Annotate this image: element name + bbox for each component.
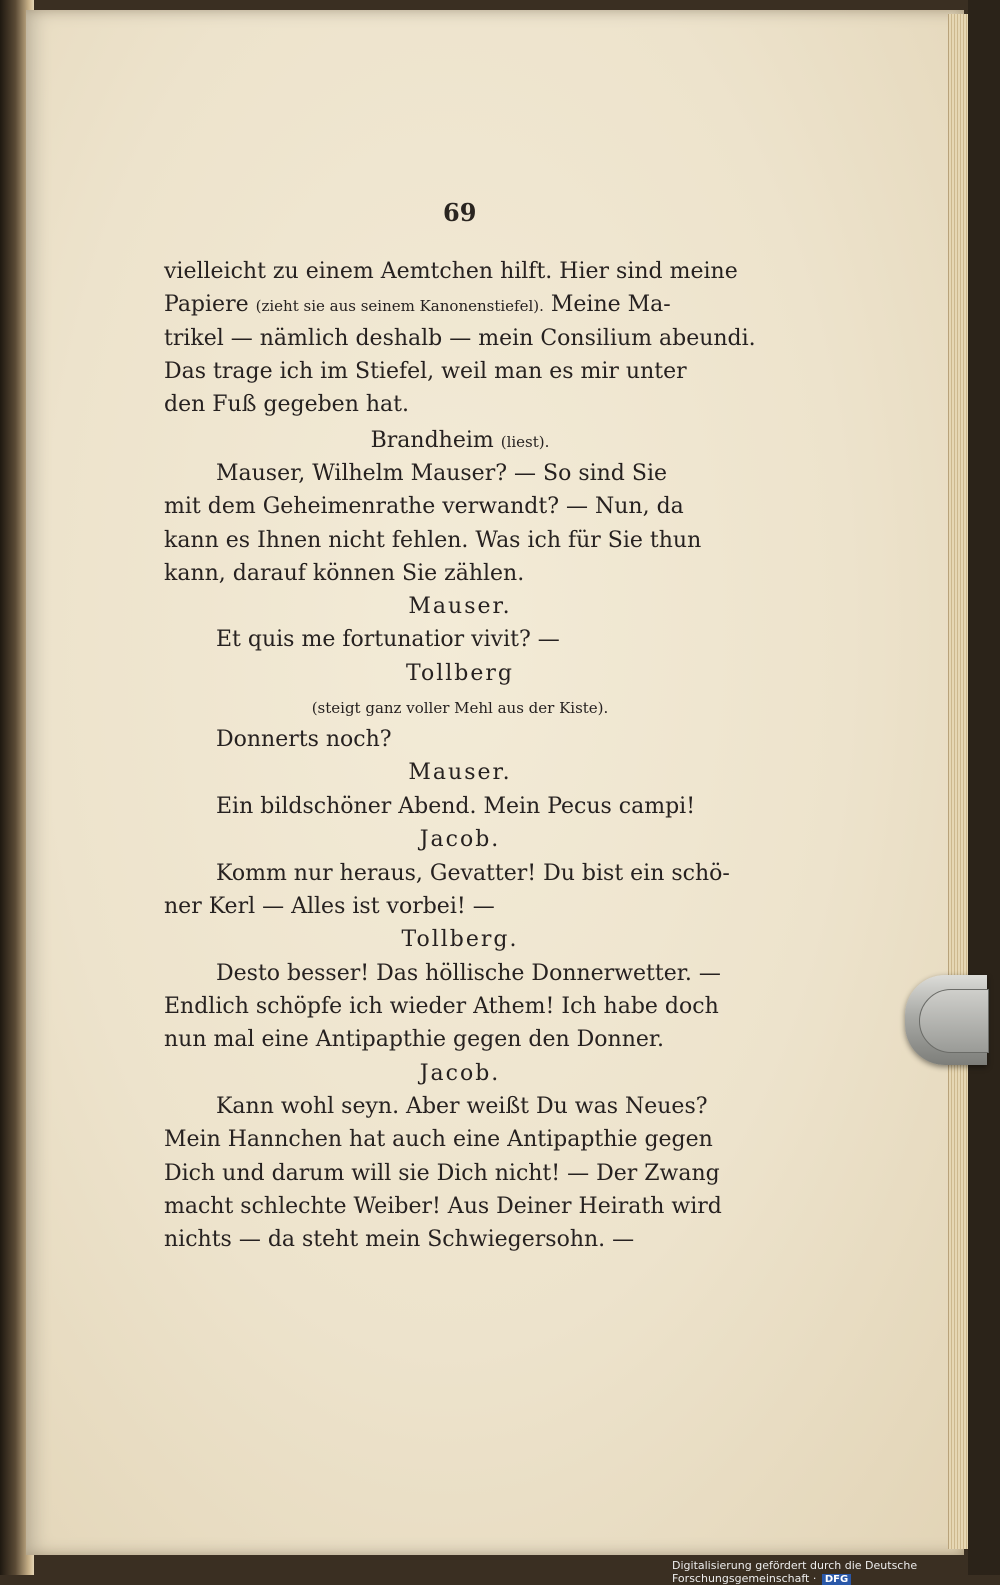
- text-line: kann, darauf können Sie zählen.: [164, 561, 525, 586]
- text-line: Ein bildschöner Abend. Mein Pecus campi!: [216, 794, 696, 819]
- footer-text: Digitalisierung gefördert durch die Deutsche Forschungsgemeinschaft: [672, 1559, 918, 1585]
- text-line: [164, 291, 671, 320]
- stage-direction: (liest).: [500, 433, 550, 451]
- text-line: vielleicht zu einem Aemtchen hilft. Hier sind meine: [164, 259, 738, 284]
- text-line: Desto besser! Das höllische Donnerwetter. —: [216, 961, 721, 986]
- text-line: Kann wohl seyn. Aber weißt Du was Neues?: [216, 1094, 708, 1119]
- text-line: trikel — nämlich deshalb — mein Consilium abeundi.: [164, 326, 756, 351]
- text-line: macht schlechte Weiber! Aus Deiner Heirath wird: [164, 1194, 722, 1219]
- stage-direction: (steigt ganz voller Mehl aus der Kiste).: [311, 699, 609, 717]
- text-line: den Fuß gegeben hat.: [164, 392, 409, 417]
- text-line: Et quis me fortunatior vivit? —: [216, 627, 560, 652]
- text-line: Mein Hannchen hat auch eine Antipapthie gegen: [164, 1127, 713, 1152]
- stage-direction: (zieht sie aus seinem Kanonenstiefel).: [255, 297, 544, 315]
- text-line: nichts — da steht mein Schwiegersohn. —: [164, 1227, 635, 1252]
- text-line: Komm nur heraus, Gevatter! Du bist ein schö-: [216, 861, 730, 886]
- text-line: mit dem Geheimenrathe verwandt? — Nun, da: [164, 494, 684, 519]
- text-line: Mauser.: [408, 594, 512, 619]
- line-segment: Brandheim: [370, 428, 501, 453]
- text-line: Donnerts noch?: [216, 727, 392, 752]
- footer-credit: Digitalisierung gefördert durch die Deutsche Forschungsgemeinschaft · DFG: [672, 1559, 918, 1585]
- text-line: Jacob.: [419, 1061, 501, 1086]
- text-line: Das trage ich im Stiefel, weil man es mir unter: [164, 359, 687, 384]
- text-line: ner Kerl — Alles ist vorbei! —: [164, 894, 495, 919]
- text-line: Dich und darum will sie Dich nicht! — Der Zwang: [164, 1161, 720, 1186]
- text-line: Mauser, Wilhelm Mauser? — So sind Sie: [216, 461, 668, 486]
- line-segment: Meine Ma-: [543, 292, 671, 317]
- text-line: [0, 693, 920, 722]
- text-line: Mauser.: [408, 760, 512, 785]
- text-line: nun mal eine Antipapthie gegen den Donner.: [164, 1027, 664, 1052]
- text-line: Endlich schöpfe ich wieder Athem! Ich habe doch: [164, 994, 719, 1019]
- dfg-logo: DFG: [822, 1574, 851, 1585]
- page-number: 69: [443, 198, 477, 227]
- text-line: Tollberg: [406, 661, 514, 686]
- line-segment: Papiere: [164, 292, 256, 317]
- text-line: Jacob.: [419, 827, 501, 852]
- text-line: [0, 427, 920, 456]
- text-line: kann es Ihnen nicht fehlen. Was ich für Sie thun: [164, 528, 702, 553]
- text-line: Tollberg.: [401, 927, 519, 952]
